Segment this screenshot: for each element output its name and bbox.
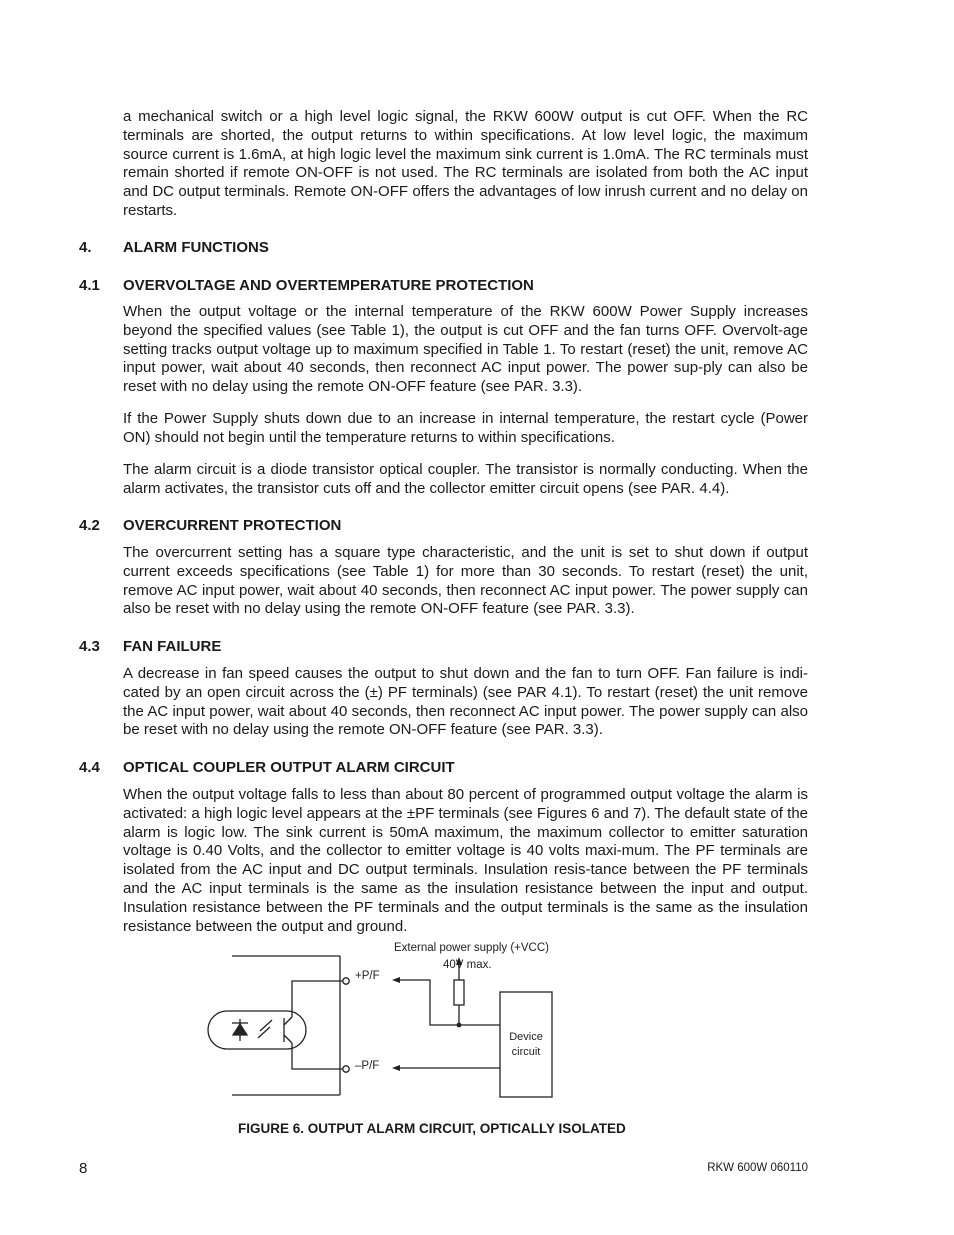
device-circuit-box bbox=[500, 992, 552, 1097]
device-label-line1: Device bbox=[509, 1031, 543, 1043]
section-title: OVERCURRENT PROTECTION bbox=[123, 517, 342, 534]
section-heading-4-1 bbox=[79, 277, 534, 294]
pf-minus-label: –P/F bbox=[355, 1060, 380, 1072]
section-title: ALARM FUNCTIONS bbox=[123, 239, 269, 256]
paragraph-4-1-c: The alarm circuit is a diode transistor optical coupler. The transistor is normally conducting. When the alarm activates, the transistor cuts off and the collector emitter circuit opens (see PAR. 4.4). bbox=[123, 461, 808, 497]
paragraph-4-4: When the output voltage falls to less than about 80 percent of programmed output voltage the alarm is activated: a high logic level appears at the ±PF terminals (see Figures 6 and 7). The default state of the alarm is logic low. The sink current is 50mA maximum, the maximum collector to emitter saturation voltage is 0.40 Volts, and the collector to emitter voltage is 40 volts maxi-mum. The PF terminals are isolated from the AC input and DC output terminals. Insulation resis-tance between the PF terminals and the AC input terminals is the same as the insulation resistance between the input and output. Insulation resistance between the PF terminals and the output terminals is the same as the insulation resistance between the output and ground. bbox=[123, 786, 808, 935]
vmax-label: 40V max. bbox=[443, 959, 492, 971]
figure-caption: FIGURE 6. OUTPUT ALARM CIRCUIT, OPTICALLY ISOLATED bbox=[238, 1121, 626, 1136]
pf-plus-terminal bbox=[343, 978, 349, 984]
section-title: OPTICAL COUPLER OUTPUT ALARM CIRCUIT bbox=[123, 759, 455, 776]
pullup-resistor bbox=[454, 980, 464, 1005]
output-alarm-circuit-diagram bbox=[200, 935, 580, 1110]
paragraph-4-2: The overcurrent setting has a square type characteristic, and the unit is set to shut down if output current exceeds specifications (see Table 1) for more than 30 seconds. To restart (reset) the unit, remove AC input power, wait about 40 seconds, then reconnect AC input power. The power supply can also be reset with no delay using the remote ON-OFF feature (see PAR. 3.3). bbox=[123, 544, 808, 618]
section-heading-4-4 bbox=[79, 759, 455, 776]
emitter-wire bbox=[292, 1043, 346, 1069]
paragraph-4-3: A decrease in fan speed causes the output to shut down and the fan to turn OFF. Fan failure is indi-cated by an open circuit across the (±) PF terminals) (see PAR 4.1). To restart (reset) the unit remove the AC input power, wait about 40 seconds, then reconnect AC input power. The power supply can also be reset with no delay using the remote ON-OFF feature (see PAR. 3.3). bbox=[123, 665, 808, 739]
section-number: 4. bbox=[79, 239, 92, 256]
transistor-collector bbox=[284, 1017, 292, 1025]
light-arrow-1 bbox=[258, 1027, 270, 1038]
led-triangle bbox=[233, 1024, 247, 1035]
section-number: 4.3 bbox=[79, 638, 100, 655]
plus-wire bbox=[398, 980, 459, 1025]
junction-dot bbox=[457, 1023, 462, 1028]
device-label-line2: circuit bbox=[511, 1046, 541, 1058]
light-arrow-2 bbox=[260, 1020, 272, 1031]
paragraph-4-1-a: When the output voltage or the internal temperature of the RKW 600W Power Supply increases beyond the specified values (see Table 1), the output is cut OFF and the fan turns OFF. Overvolt-age setting tracks output voltage up to maximum specified in Table 1. To restart (reset) the unit, remove AC input power, wait about 40 seconds, then reconnect AC input power. The power sup-ply can also be reset with no delay using the remote ON-OFF feature (see PAR. 3.3). bbox=[123, 303, 808, 396]
collector-wire bbox=[292, 981, 346, 1017]
page-number: 8 bbox=[79, 1160, 88, 1177]
section-heading-4-2 bbox=[79, 517, 341, 534]
ext-supply-label: External power supply (+VCC) bbox=[394, 942, 549, 954]
section-title: FAN FAILURE bbox=[123, 638, 222, 655]
pf-plus-label: +P/F bbox=[355, 970, 380, 982]
section-title: OVERVOLTAGE AND OVERTEMPERATURE PROTECTION bbox=[123, 277, 534, 294]
paragraph-4-1-b: If the Power Supply shuts down due to an increase in internal temperature, the restart cycle (Power ON) should not begin until the temperature returns to within specifications. bbox=[123, 410, 808, 446]
transistor-emitter bbox=[284, 1035, 292, 1043]
section-number: 4.2 bbox=[79, 517, 100, 534]
section-heading-4-3 bbox=[79, 638, 221, 655]
plus-arrow-icon bbox=[392, 977, 400, 983]
section-number: 4.1 bbox=[79, 277, 100, 294]
document-id: RKW 600W 060110 bbox=[707, 1162, 808, 1174]
intro-paragraph: a mechanical switch or a high level logic signal, the RKW 600W output is cut OFF. When the RC terminals are shorted, the output returns to within specifications. At low level logic, the maximum source current is 1.6mA, at high logic level the maximum sink current is 1.0mA. The RC terminals must remain shorted if remote ON-OFF is not used. The RC terminals are isolated from both the AC input and DC output terminals. Remote ON-OFF offers the advantages of low inrush current and no delay on restarts. bbox=[123, 108, 808, 219]
section-number: 4.4 bbox=[79, 759, 100, 776]
minus-arrow-icon bbox=[392, 1065, 400, 1071]
pf-minus-terminal bbox=[343, 1066, 349, 1072]
optocoupler-body bbox=[208, 1011, 306, 1049]
section-heading-4 bbox=[79, 239, 269, 256]
